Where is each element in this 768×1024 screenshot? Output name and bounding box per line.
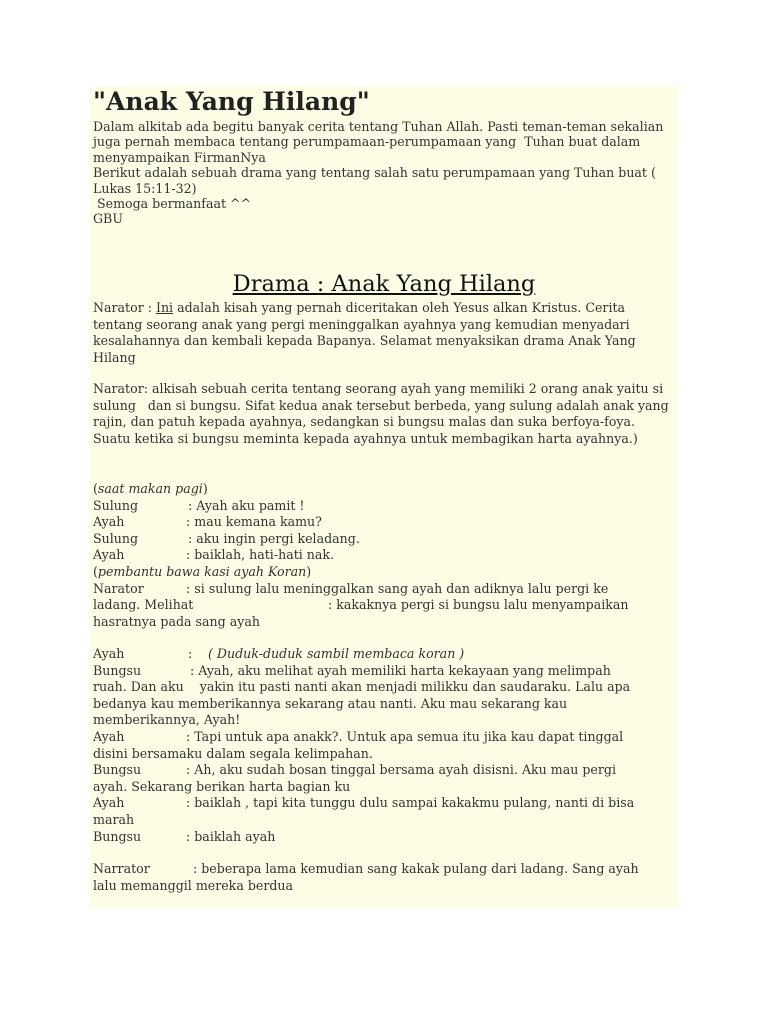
dialogue-text: : Ayah, aku melihat ayah memiliki harta kekayaan yang melimpah [190, 662, 611, 678]
dialogue-line: hasratnya pada sang ayah [93, 613, 260, 629]
paren: ) [306, 563, 312, 579]
speaker-label: Ayah [93, 646, 125, 661]
speaker-label: Ayah [93, 795, 125, 811]
dialogue-line [93, 646, 674, 663]
speaker-label: Bungsu [93, 762, 142, 778]
narrator-paragraph-2: Narator: alkisah sebuah cerita tentang seorang ayah yang memiliki 2 orang anak yaitu si sulung dan si bungsu. Sifat kedua anak tersebut berbeda, yang sulung adalah anak yang rajin, dan patuh kepada ayahnya, sedangkan si bungsu malas dan suka berfoya-foya. Suatu ketika si bungsu meminta kepada ayahnya untuk membagikan harta ayahnya.) [93, 381, 673, 446]
dialogue-line: ruah. Dan aku yakin itu pasti nanti akan menjadi milikku dan saudaraku. Lalu apa [93, 679, 631, 695]
dialogue-text: : baiklah , tapi kita tunggu dulu sampai kakakmu pulang, nanti di bisa [186, 795, 635, 811]
intro-line: GBU [93, 211, 123, 227]
dialogue-text: : Ah, aku sudah bosan tinggal bersama ayah disisni. Aku mau pergi [186, 762, 616, 778]
speaker-label: Narator : [93, 300, 156, 315]
intro-line: Semoga bermanfaat ^^ [93, 196, 252, 212]
paren: ( [93, 481, 98, 496]
dialogue-line [93, 597, 674, 614]
direction-text: pembantu bawa kasi ayah Koran [97, 563, 307, 579]
paragraph-text: adalah kisah yang pernah diceritakan oleh Yesus alkan Kristus. Cerita tentang seorang anak yang pergi meninggalkan ayahnya yang kemudian menyadari kesalahannya dan kembali kepada Bapanya. Selamat menyaksikan drama Anak Yang Hilang [93, 300, 636, 365]
underlined-word: Ini [155, 300, 174, 315]
dialogue-line: ayah. Sekarang berikan harta bagian ku [93, 778, 351, 794]
dialogue-line [93, 581, 674, 598]
intro-paragraph [93, 119, 674, 227]
stage-direction: ( Duduk-duduk sambil membaca koran ) [208, 646, 465, 661]
scene-2 [93, 646, 674, 845]
dialogue-line: disini bersamaku dalam segala kelimpahan. [93, 745, 373, 761]
dialogue-text: : baiklah ayah [186, 828, 276, 844]
dialogue-line [93, 498, 674, 515]
speaker-label: Narator [93, 580, 144, 596]
dialogue-text: ladang. Melihat [93, 597, 194, 613]
dialogue-text: : beberapa lama kemudian sang kakak pulang dari ladang. Sang ayah [193, 861, 639, 876]
dialogue-line [93, 531, 674, 548]
dialogue-line: bedanya kau memberikannya sekarang atau nanti. Aku mau sekarang kau [93, 695, 568, 711]
dialogue-text: : si sulung lalu meninggalkan sang ayah dan adiknya lalu pergi ke [186, 580, 609, 596]
speaker-label: Ayah [93, 728, 125, 744]
dialogue-text: : mau kemana kamu? [186, 514, 322, 530]
dialogue-line: lalu memanggil mereka berdua [93, 877, 294, 893]
speaker-label: Ayah [93, 547, 125, 563]
dialogue-text: : Tapi untuk apa anakk?. Untuk apa semua itu jika kau dapat tinggal [186, 728, 624, 744]
dialogue-line: memberikannya, Ayah! [93, 712, 241, 728]
intro-line: menyampaikan FirmanNya [93, 149, 266, 165]
dialogue-line [93, 795, 674, 812]
direction-text: saat makan pagi [97, 481, 203, 496]
dialogue-line [93, 514, 674, 531]
dialogue-line [93, 829, 674, 846]
scene-1 [93, 481, 674, 630]
dialogue-line: marah [93, 811, 135, 827]
speaker-label: Sulung [93, 530, 139, 546]
intro-line: Berikut adalah sebuah drama yang tentang salah satu perumpamaan yang Tuhan buat ( [93, 165, 656, 181]
narrator-paragraph-1 [93, 300, 674, 366]
dialogue-line [93, 547, 674, 564]
intro-line: Lukas 15:11-32) [93, 180, 197, 196]
dialogue-text: : Ayah aku pamit ! [188, 497, 305, 513]
dialogue-text: : aku ingin pergi keladang. [188, 530, 360, 546]
paren: ) [202, 481, 208, 496]
dialogue-line [93, 729, 674, 746]
paren: ( [93, 563, 98, 579]
speaker-label: Ayah [93, 514, 125, 530]
drama-title: Drama : Anak Yang Hilang [232, 271, 536, 297]
speaker-label: Bungsu [93, 662, 142, 678]
dialogue-text: : kakaknya pergi si bungsu lalu menyampaikan [328, 597, 629, 613]
intro-line: Dalam alkitab ada begitu banyak cerita tentang Tuhan Allah. Pasti teman-teman sekalian [93, 119, 664, 134]
colon: : [188, 646, 193, 661]
dialogue-line [93, 663, 674, 680]
stage-direction [93, 481, 674, 498]
speaker-label: Sulung [93, 497, 139, 513]
dialogue-line [93, 861, 674, 878]
intro-line: juga pernah membaca tentang perumpamaan-perumpamaan yang Tuhan buat dalam [93, 134, 641, 150]
scene-3 [93, 861, 674, 894]
dialogue-line [93, 762, 674, 779]
dialogue-text: : baiklah, hati-hati nak. [186, 547, 335, 563]
stage-direction [93, 564, 674, 581]
speaker-label: Narrator [93, 861, 150, 876]
document-page [90, 86, 678, 908]
speaker-label: Bungsu [93, 828, 142, 844]
page-title: "Anak Yang Hilang" [93, 87, 370, 116]
